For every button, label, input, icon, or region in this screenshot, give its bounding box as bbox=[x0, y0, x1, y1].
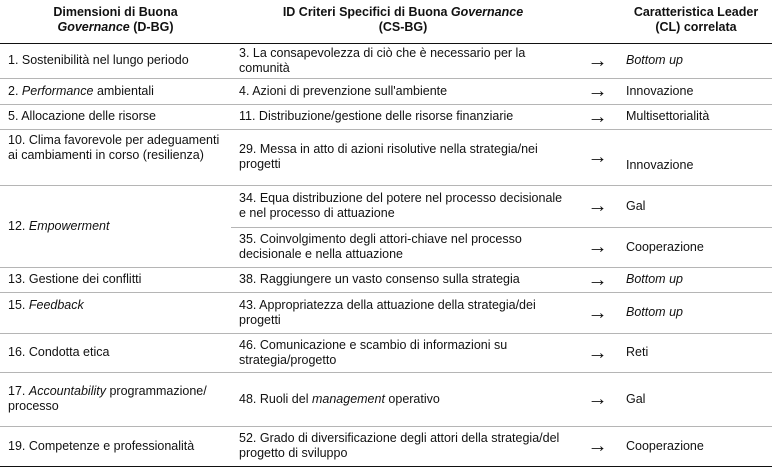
arrow-icon: → bbox=[587, 49, 608, 72]
table-row bbox=[0, 426, 772, 466]
leader-cell: Innovazione bbox=[626, 157, 694, 172]
table-row bbox=[0, 267, 772, 292]
criterion-cell: 38. Raggiungere un vasto consenso sulla strategia bbox=[239, 272, 520, 286]
dimension-cell: 5. Allocazione delle risorse bbox=[8, 109, 156, 123]
criterion-cell: 35. Coinvolgimento degli attori-chiave nel processo decisionale e nella attuazione bbox=[239, 232, 522, 261]
criterion-cell: 52. Grado di diversificazione degli attori della strategia/del progetto di sviluppo bbox=[239, 431, 560, 460]
criterion-cell: 46. Comunicazione e scambio di informazioni su strategia/progetto bbox=[239, 337, 508, 367]
dimension-cell: 10. Clima favorevole per adeguamenti ai cambiamenti in corso (resilienza) bbox=[8, 132, 220, 162]
leader-cell: Innovazione bbox=[626, 83, 694, 98]
leader-cell: Cooperazione bbox=[626, 239, 704, 254]
criterion-cell: 3. La consapevolezza di ciò che è necessario per la comunità bbox=[239, 45, 526, 75]
table-row bbox=[0, 104, 772, 129]
arrow-icon: → bbox=[587, 236, 608, 258]
leader-cell: Gal bbox=[626, 391, 646, 406]
table-row bbox=[0, 78, 772, 104]
criterion-cell: 29. Messa in atto di azioni risolutive nella strategia/nei progetti bbox=[239, 142, 538, 171]
header-criteria: ID Criteri Specifici di Buona Governance (CS-BG) bbox=[282, 5, 524, 34]
arrow-icon: → bbox=[587, 388, 608, 410]
dimension-cell: 15. Feedback bbox=[8, 297, 84, 312]
arrow-icon: → bbox=[587, 341, 608, 364]
arrow-icon: → bbox=[587, 105, 608, 128]
leader-cell: Bottom up bbox=[626, 272, 683, 286]
leader-cell: Bottom up bbox=[626, 53, 683, 67]
dimension-cell: 19. Competenze e professionalità bbox=[8, 438, 195, 453]
criterion-cell: 4. Azioni di prevenzione sull'ambiente bbox=[239, 83, 448, 98]
dimension-cell: 16. Condotta etica bbox=[8, 345, 110, 359]
arrow-icon: → bbox=[575, 185, 620, 227]
table-row bbox=[0, 43, 772, 78]
table-row bbox=[0, 292, 772, 333]
arrow-icon: → bbox=[587, 80, 608, 102]
table-row bbox=[0, 333, 772, 372]
dimension-cell: 2. Performance ambientali bbox=[8, 83, 154, 98]
leader-cell: Multisettorialità bbox=[626, 109, 710, 123]
criterion-cell: 48. Ruoli del management operativo bbox=[239, 391, 440, 406]
arrow-icon: → bbox=[587, 268, 608, 291]
dimension-cell: 12. Empowerment bbox=[0, 185, 231, 267]
header-leader: Caratteristica Leader (CL) correlata bbox=[633, 5, 759, 34]
dimension-cell: 1. Sostenibilità nel lungo periodo bbox=[8, 53, 189, 67]
leader-cell: Cooperazione bbox=[626, 438, 704, 453]
leader-cell: Bottom up bbox=[626, 305, 683, 319]
dimension-cell: 17. Accountability programmazione/ processo bbox=[8, 384, 207, 413]
header-dimensions: Dimensioni di Buona Governance (D-BG) bbox=[53, 5, 178, 34]
criterion-cell: 34. Equa distribuzione del potere nel processo decisionale e nel processo di attuazione bbox=[231, 185, 575, 227]
arrow-icon: → bbox=[587, 435, 608, 457]
header-arrow bbox=[575, 0, 620, 43]
table-row bbox=[0, 129, 772, 185]
criterion-cell: 43. Appropriatezza della attuazione della strategia/dei progetti bbox=[239, 297, 536, 327]
header-row bbox=[0, 0, 772, 43]
dimension-cell: 13. Gestione dei conflitti bbox=[8, 272, 142, 286]
table-row bbox=[0, 372, 772, 426]
arrow-icon: → bbox=[587, 146, 608, 168]
criterion-cell: 11. Distribuzione/gestione delle risorse finanziarie bbox=[239, 109, 514, 123]
arrow-icon: → bbox=[587, 301, 608, 324]
leader-cell: Reti bbox=[626, 345, 649, 359]
table-row bbox=[0, 185, 772, 227]
leader-cell: Gal bbox=[620, 185, 772, 227]
